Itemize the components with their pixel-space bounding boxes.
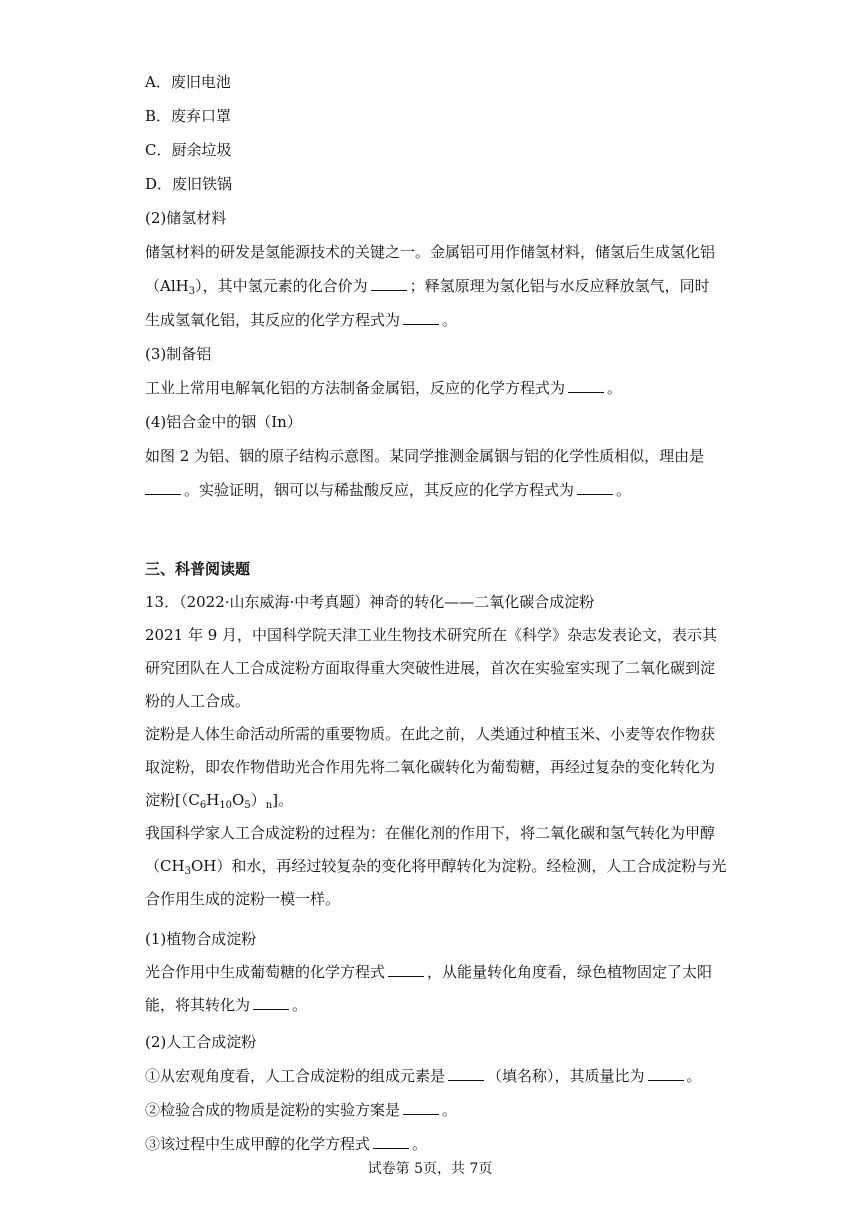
q13-item-3: ③该过程中生成甲醇的化学方程式 。 (145, 1135, 428, 1153)
q13-p3-line-2: $(CH_3OH)$和水，再经过较复杂的变化将甲醇转化为淀粉。经检测，人工合成淀粉与光 (145, 857, 727, 877)
answer-blank (648, 1066, 684, 1081)
q13-sub1-heading: (1)植物合成淀粉 (145, 930, 257, 948)
q3-line-1: 工业上常用电解氧化铝的方法制备金属铝，反应的化学方程式为 。 (145, 379, 623, 397)
option-b: B．废弃口罩 (145, 107, 232, 125)
answer-blank (577, 480, 613, 495)
q13-p1-line-2: 研究团队在人工合成淀粉方面取得重大突破性进展，首次在实验室实现了二氧化碳到淀 (145, 659, 716, 677)
section-title: 三、科普阅读题 (145, 560, 251, 578)
q13-sub1-line-1: 光合作用中生成葡萄糖的化学方程式 ，从能量转化角度看，绿色植物固定了太阳 (145, 963, 713, 981)
q2-line-2: （AlH$_3$），其中氢元素的化合价为 ；释氢原理为氢化铝与水反应释放氢气，同时 (145, 277, 710, 297)
q3-heading: (3)制备铝 (145, 345, 212, 363)
option-a: A．废旧电池 (145, 73, 231, 91)
q2-line-1: 储氢材料的研发是氢能源技术的关键之一。金属铝可用作储氢材料，储氢后生成氢化铝 (145, 243, 716, 261)
answer-blank (371, 276, 407, 291)
q4-heading: (4)铝合金中的铟（In） (145, 413, 302, 431)
q13-p1-line-3: 粉的人工合成。 (145, 692, 251, 710)
answer-blank (403, 310, 439, 325)
q13-p2-line-3: 淀粉$[(C_6H_{10}O_5)_n]$。 (145, 791, 294, 811)
answer-blank (388, 962, 424, 977)
q2-heading: (2)储氢材料 (145, 209, 227, 227)
page-footer: 试卷第 5页，共 7页 (367, 1161, 493, 1177)
q13-item-2: ②检验合成的物质是淀粉的实验方案是 。 (145, 1101, 458, 1119)
option-c: C．厨余垃圾 (145, 141, 232, 159)
option-d: D．废旧铁锅 (145, 175, 233, 193)
q13-sub1-line-2: 能，将其转化为 。 (145, 996, 308, 1014)
answer-blank (253, 995, 289, 1010)
answer-blank (403, 1100, 439, 1115)
q13-p3-line-3: 合作用生成的淀粉一模一样。 (145, 890, 341, 908)
q13-p1-line-1: 2021 年 9 月，中国科学院天津工业生物技术研究所在《科学》杂志发表论文，表示其 (145, 626, 718, 644)
q13-p3-line-1: 我国科学家人工合成淀粉的过程为：在催化剂的作用下，将二氧化碳和氢气转化为甲醇 (145, 824, 716, 842)
q13-p2-line-2: 取淀粉，即农作物借助光合作用先将二氧化碳转化为葡萄糖，再经过复杂的变化转化为 (145, 758, 716, 776)
answer-blank (373, 1134, 409, 1149)
answer-blank (568, 378, 604, 393)
answer-blank (145, 480, 181, 495)
q13-p2-line-1: 淀粉是人体生命活动所需的重要物质。在此之前，人类通过种植玉米、小麦等农作物获 (145, 725, 716, 743)
q13-sub2-heading: (2)人工合成淀粉 (145, 1033, 257, 1051)
answer-blank (448, 1066, 484, 1081)
q4-line-2: 。实验证明，铟可以与稀盐酸反应，其反应的化学方程式为 。 (145, 480, 715, 500)
q2-line-3: 生成氢氧化铝，其反应的化学方程式为 。 (145, 311, 458, 329)
question-header: 13．（2022·山东威海·中考真题）神奇的转化——二氧化碳合成淀粉 (145, 593, 595, 611)
q4-line-1: 如图 2 为铝、铟的原子结构示意图。某同学推测金属铟与铝的化学性质相似，理由是 (145, 447, 705, 465)
q13-item-1: ①从宏观角度看，人工合成淀粉的组成元素是 （填名称），其质量比为 。 (145, 1067, 702, 1085)
